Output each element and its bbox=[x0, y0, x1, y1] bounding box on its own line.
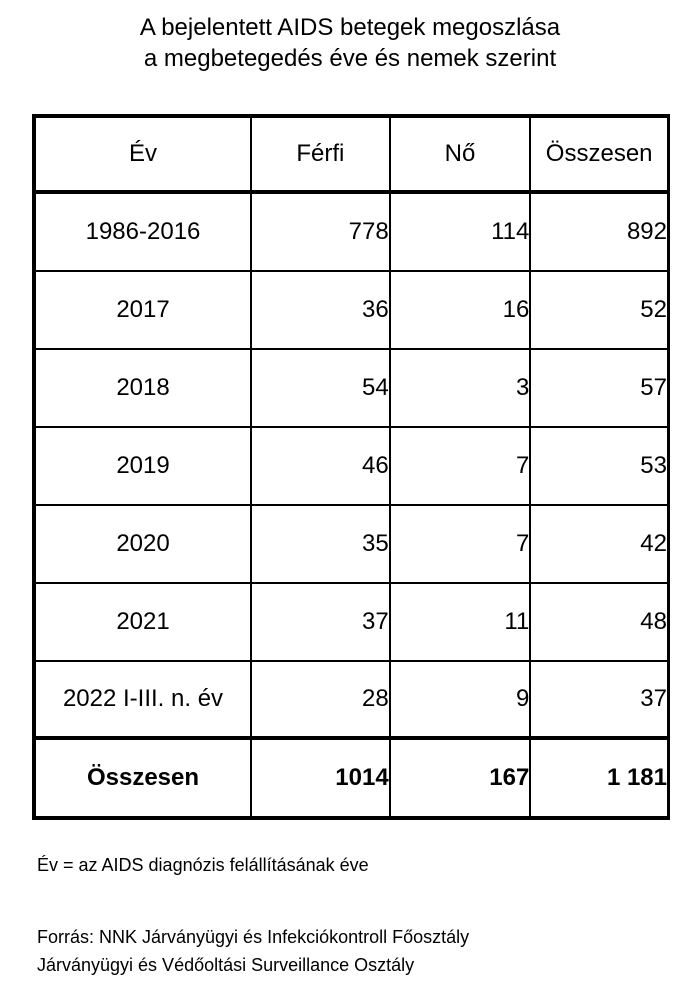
female-cell: 7 bbox=[391, 428, 532, 506]
table-header-row bbox=[36, 118, 667, 194]
footnote: Év = az AIDS diagnózis felállításának éve bbox=[37, 855, 369, 875]
title-line-1: A bejelentett AIDS betegek megoszlása bbox=[139, 14, 561, 41]
header-male: Férfi bbox=[252, 118, 391, 194]
page-title bbox=[0, 12, 700, 74]
year-cell: 1986-2016 bbox=[36, 194, 252, 272]
female-cell: 16 bbox=[391, 272, 532, 350]
male-cell: 778 bbox=[252, 194, 391, 272]
total-male-cell: 1014 bbox=[252, 740, 391, 816]
header-total: Összesen bbox=[531, 118, 667, 194]
table-total-row bbox=[36, 740, 667, 816]
male-cell: 36 bbox=[252, 272, 391, 350]
table-row bbox=[36, 350, 667, 428]
female-cell: 114 bbox=[391, 194, 532, 272]
title-line-2: a megbetegedés éve és nemek szerint bbox=[143, 45, 557, 72]
male-cell: 35 bbox=[252, 506, 391, 584]
year-cell: 2018 bbox=[36, 350, 252, 428]
male-cell: 37 bbox=[252, 584, 391, 662]
total-label-cell: Összesen bbox=[36, 740, 252, 816]
table-row bbox=[36, 428, 667, 506]
female-cell: 3 bbox=[391, 350, 532, 428]
year-cell: 2022 I-III. n. év bbox=[36, 662, 252, 740]
header-year: Év bbox=[36, 118, 252, 194]
table-row bbox=[36, 506, 667, 584]
total-female-cell: 167 bbox=[391, 740, 532, 816]
female-cell: 7 bbox=[391, 506, 532, 584]
female-cell: 9 bbox=[391, 662, 532, 740]
aids-cases-table bbox=[32, 114, 670, 820]
source-line-2: Járványügyi és Védőoltási Surveillance Osztály bbox=[37, 955, 415, 975]
total-cell: 48 bbox=[531, 584, 667, 662]
total-cell: 52 bbox=[531, 272, 667, 350]
total-cell: 53 bbox=[531, 428, 667, 506]
header-female: Nő bbox=[391, 118, 532, 194]
total-cell: 57 bbox=[531, 350, 667, 428]
source-line-1: Forrás: NNK Járványügyi és Infekciókontroll Főosztály bbox=[37, 927, 470, 947]
male-cell: 46 bbox=[252, 428, 391, 506]
year-cell: 2021 bbox=[36, 584, 252, 662]
grand-total-cell: 1 181 bbox=[606, 764, 667, 791]
table-row bbox=[36, 584, 667, 662]
table-row bbox=[36, 662, 667, 740]
table-row bbox=[36, 272, 667, 350]
source-note bbox=[37, 923, 469, 979]
total-cell: 37 bbox=[531, 662, 667, 740]
total-cell: 42 bbox=[531, 506, 667, 584]
year-cell: 2019 bbox=[36, 428, 252, 506]
year-cell: 2017 bbox=[36, 272, 252, 350]
table-row bbox=[36, 194, 667, 272]
male-cell: 28 bbox=[252, 662, 391, 740]
year-cell: 2020 bbox=[36, 506, 252, 584]
male-cell: 54 bbox=[252, 350, 391, 428]
total-cell: 892 bbox=[531, 194, 667, 272]
female-cell: 11 bbox=[391, 584, 532, 662]
